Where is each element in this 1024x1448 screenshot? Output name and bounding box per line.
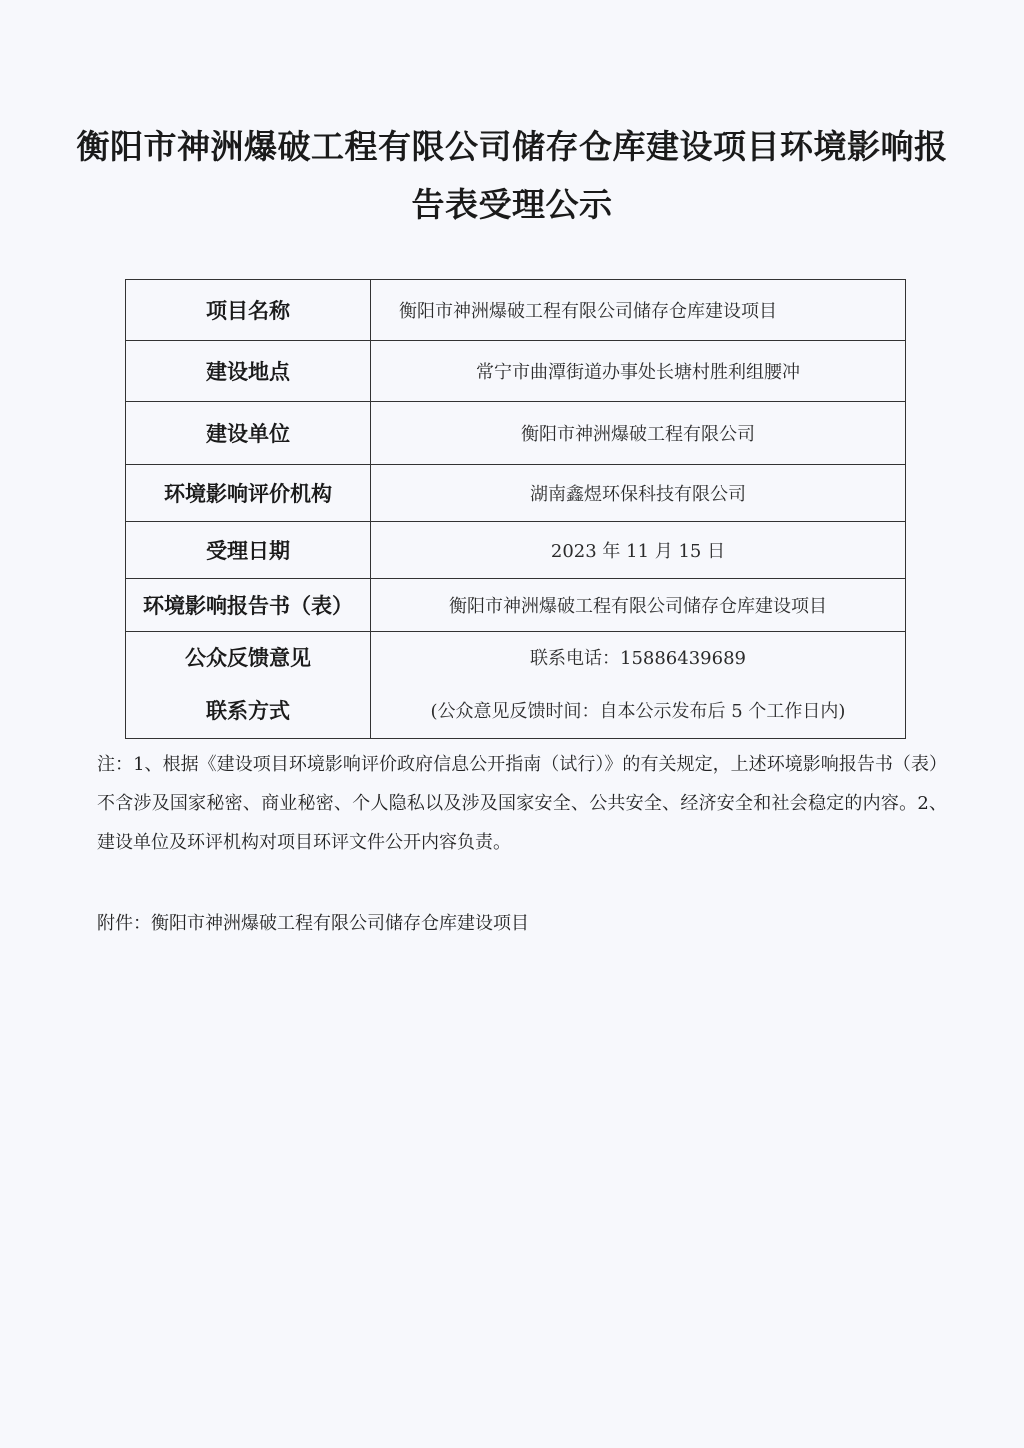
table-row-location bbox=[126, 341, 906, 402]
attachment-line: 附件：衡阳市神洲爆破工程有限公司储存仓库建设项目 bbox=[97, 913, 529, 934]
agency-value: 湖南鑫煜环保科技有限公司 bbox=[371, 465, 906, 522]
unit-value: 衡阳市神洲爆破工程有限公司 bbox=[371, 402, 906, 465]
table-row-feedback bbox=[126, 632, 906, 739]
feedback-period: (公众意见反馈时间：自本公示发布后 5 个工作日内) bbox=[430, 701, 846, 722]
date-label: 受理日期 bbox=[126, 522, 371, 579]
info-table bbox=[125, 279, 906, 739]
location-value: 常宁市曲潭街道办事处长塘村胜利组腰冲 bbox=[371, 341, 906, 402]
table-row-agency bbox=[126, 465, 906, 522]
table-row-date bbox=[126, 522, 906, 579]
report-value: 衡阳市神洲爆破工程有限公司储存仓库建设项目 bbox=[371, 579, 906, 632]
feedback-label-line-2: 联系方式 bbox=[206, 699, 290, 723]
title-line-2: 告表受理公示 bbox=[411, 185, 613, 224]
note-paragraph: 注：1、根据《建设项目环境影响评价政府信息公开指南（试行）》的有关规定，上述环境影响报告书（表）不含涉及国家秘密、商业秘密、个人隐私以及涉及国家安全、公共安全、经济安全和社会稳定的内容。2、建设单位及环评机构对项目环评文件公开内容负责。 bbox=[97, 754, 947, 853]
feedback-label-line-1: 公众反馈意见 bbox=[185, 646, 311, 670]
table-row-unit bbox=[126, 402, 906, 465]
project-name-label: 项目名称 bbox=[126, 280, 371, 341]
unit-label: 建设单位 bbox=[126, 402, 371, 465]
location-label: 建设地点 bbox=[126, 341, 371, 402]
title-line-1: 衡阳市神洲爆破工程有限公司储存仓库建设项目环境影响报 bbox=[76, 127, 948, 166]
project-name-value: 衡阳市神洲爆破工程有限公司储存仓库建设项目 bbox=[371, 280, 906, 341]
feedback-label bbox=[126, 632, 371, 739]
table-row-project-name bbox=[126, 280, 906, 341]
table-row-report bbox=[126, 579, 906, 632]
agency-label: 环境影响评价机构 bbox=[126, 465, 371, 522]
feedback-value bbox=[371, 632, 906, 739]
feedback-phone: 联系电话：15886439689 bbox=[530, 648, 746, 669]
date-value: 2023 年 11 月 15 日 bbox=[371, 522, 906, 579]
page-title bbox=[60, 118, 964, 234]
report-label: 环境影响报告书（表） bbox=[126, 579, 371, 632]
